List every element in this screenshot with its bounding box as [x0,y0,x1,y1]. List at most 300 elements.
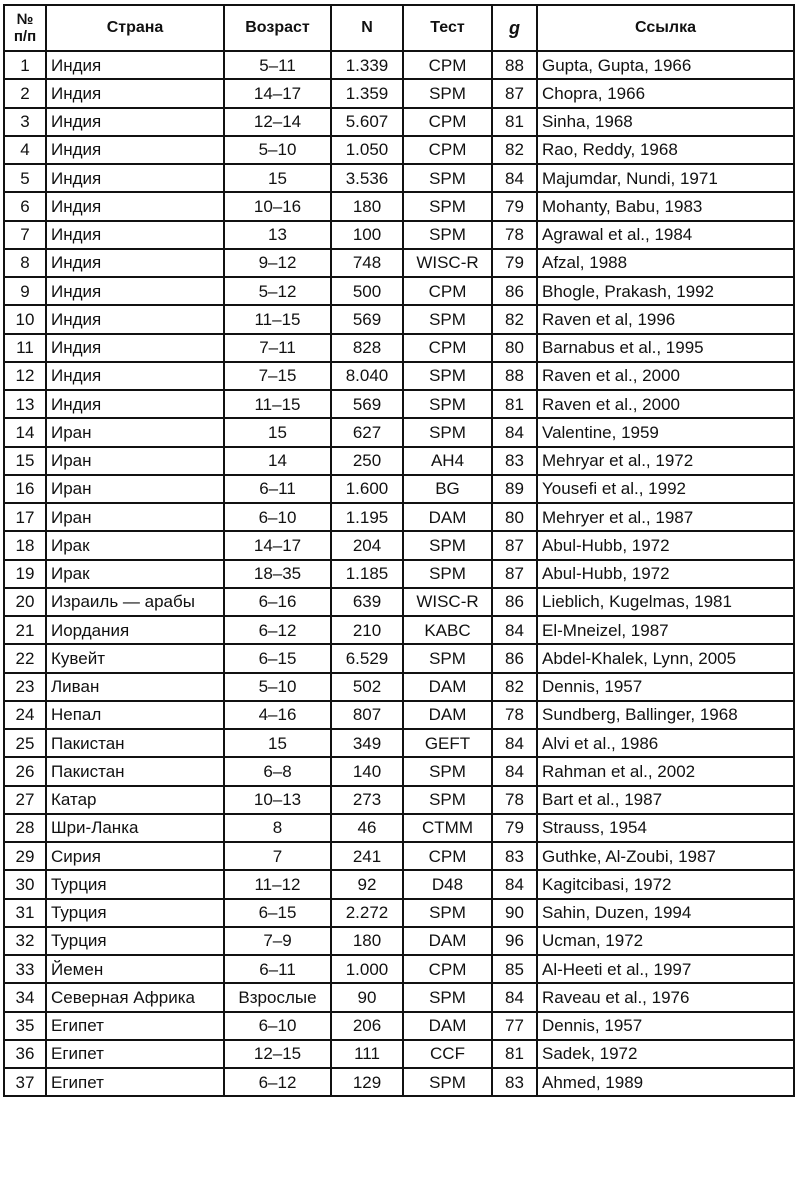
cell-g: 81 [492,1040,537,1068]
cell-age: 11–15 [224,305,331,333]
cell-country: Индия [46,362,224,390]
cell-n: 204 [331,531,403,559]
cell-country: Индия [46,192,224,220]
cell-age: 5–10 [224,673,331,701]
cell-n: 3.536 [331,164,403,192]
cell-country: Северная Африка [46,983,224,1011]
table-row [4,249,794,277]
cell-test: CPM [403,277,492,305]
cell-g: 80 [492,503,537,531]
cell-test: DAM [403,1012,492,1040]
table-row [4,644,794,672]
cell-num: 37 [4,1068,46,1096]
cell-country: Индия [46,108,224,136]
cell-reference: Agrawal et al., 1984 [537,221,794,249]
cell-test: SPM [403,221,492,249]
table-body [4,51,794,1096]
cell-g: 84 [492,983,537,1011]
cell-g: 80 [492,334,537,362]
cell-age: 5–10 [224,136,331,164]
cell-reference: Raveau et al., 1976 [537,983,794,1011]
cell-age: 13 [224,221,331,249]
cell-num: 28 [4,814,46,842]
cell-country: Турция [46,927,224,955]
cell-n: 627 [331,418,403,446]
cell-num: 8 [4,249,46,277]
cell-num: 32 [4,927,46,955]
cell-n: 748 [331,249,403,277]
cell-test: CPM [403,108,492,136]
cell-age: 7–15 [224,362,331,390]
cell-test: SPM [403,164,492,192]
cell-country: Катар [46,786,224,814]
cell-age: 6–11 [224,955,331,983]
cell-num: 26 [4,757,46,785]
cell-g: 86 [492,588,537,616]
cell-n: 1.050 [331,136,403,164]
cell-g: 86 [492,644,537,672]
cell-g: 79 [492,814,537,842]
table-row [4,701,794,729]
cell-test: SPM [403,531,492,559]
cell-country: Индия [46,249,224,277]
cell-reference: Bart et al., 1987 [537,786,794,814]
table-row [4,1040,794,1068]
cell-reference: El-Mneizel, 1987 [537,616,794,644]
table-header [4,5,794,51]
cell-n: 5.607 [331,108,403,136]
cell-n: 1.185 [331,560,403,588]
cell-test: CPM [403,955,492,983]
cell-reference: Raven et al., 2000 [537,362,794,390]
cell-reference: Mehryar et al., 1972 [537,447,794,475]
cell-n: 8.040 [331,362,403,390]
cell-country: Иран [46,447,224,475]
cell-country: Ливан [46,673,224,701]
cell-reference: Afzal, 1988 [537,249,794,277]
cell-g: 85 [492,955,537,983]
cell-test: SPM [403,644,492,672]
cell-num: 6 [4,192,46,220]
cell-reference: Abul-Hubb, 1972 [537,560,794,588]
cell-num: 1 [4,51,46,79]
cell-reference: Valentine, 1959 [537,418,794,446]
cell-country: Непал [46,701,224,729]
cell-age: 15 [224,729,331,757]
cell-reference: Dennis, 1957 [537,673,794,701]
cell-country: Египет [46,1068,224,1096]
cell-test: BG [403,475,492,503]
table-row [4,390,794,418]
cell-country: Йемен [46,955,224,983]
cell-country: Индия [46,79,224,107]
cell-country: Индия [46,221,224,249]
cell-reference: Rahman et al., 2002 [537,757,794,785]
cell-n: 210 [331,616,403,644]
cell-reference: Sahin, Duzen, 1994 [537,899,794,927]
cell-country: Ирак [46,560,224,588]
cell-num: 17 [4,503,46,531]
table-row [4,79,794,107]
cell-num: 25 [4,729,46,757]
cell-age: Взрослые [224,983,331,1011]
cell-num: 16 [4,475,46,503]
cell-age: 11–15 [224,390,331,418]
cell-reference: Mohanty, Babu, 1983 [537,192,794,220]
cell-g: 79 [492,249,537,277]
cell-num: 27 [4,786,46,814]
cell-g: 84 [492,616,537,644]
cell-country: Сирия [46,842,224,870]
cell-test: KABC [403,616,492,644]
cell-num: 7 [4,221,46,249]
table-row [4,842,794,870]
table-row [4,983,794,1011]
cell-reference: Sinha, 1968 [537,108,794,136]
cell-country: Египет [46,1040,224,1068]
cell-test: CPM [403,334,492,362]
cell-reference: Barnabus et al., 1995 [537,334,794,362]
cell-age: 12–15 [224,1040,331,1068]
cell-test: SPM [403,390,492,418]
table-row [4,870,794,898]
cell-g: 88 [492,51,537,79]
cell-g: 81 [492,108,537,136]
table-row [4,192,794,220]
cell-n: 129 [331,1068,403,1096]
cell-g: 78 [492,221,537,249]
cell-test: SPM [403,757,492,785]
cell-reference: Ahmed, 1989 [537,1068,794,1096]
cell-country: Турция [46,899,224,927]
cell-age: 11–12 [224,870,331,898]
table-row [4,503,794,531]
cell-age: 6–10 [224,503,331,531]
cell-n: 206 [331,1012,403,1040]
table-row [4,277,794,305]
cell-num: 15 [4,447,46,475]
cell-g: 83 [492,842,537,870]
cell-n: 273 [331,786,403,814]
cell-test: SPM [403,1068,492,1096]
cell-test: SPM [403,983,492,1011]
cell-reference: Ucman, 1972 [537,927,794,955]
cell-age: 7–9 [224,927,331,955]
cell-n: 1.359 [331,79,403,107]
cell-g: 83 [492,447,537,475]
cell-reference: Chopra, 1966 [537,79,794,107]
header-g: g [492,5,537,51]
cell-n: 1.600 [331,475,403,503]
cell-num: 29 [4,842,46,870]
cell-num: 24 [4,701,46,729]
table-row [4,221,794,249]
cell-test: D48 [403,870,492,898]
table-row [4,673,794,701]
table-row [4,334,794,362]
table-row [4,362,794,390]
cell-g: 82 [492,305,537,333]
cell-age: 14 [224,447,331,475]
cell-country: Шри-Ланка [46,814,224,842]
table-row [4,1068,794,1096]
cell-test: DAM [403,927,492,955]
cell-n: 639 [331,588,403,616]
cell-n: 250 [331,447,403,475]
cell-reference: Majumdar, Nundi, 1971 [537,164,794,192]
header-test: Тест [403,5,492,51]
cell-n: 241 [331,842,403,870]
cell-n: 6.529 [331,644,403,672]
cell-num: 9 [4,277,46,305]
table-row [4,729,794,757]
cell-test: CCF [403,1040,492,1068]
cell-num: 2 [4,79,46,107]
cell-country: Индия [46,164,224,192]
cell-age: 10–13 [224,786,331,814]
cell-country: Пакистан [46,757,224,785]
cell-test: SPM [403,560,492,588]
cell-age: 7–11 [224,334,331,362]
cell-country: Индия [46,51,224,79]
table-row [4,757,794,785]
header-row [4,5,794,51]
cell-g: 77 [492,1012,537,1040]
cell-n: 111 [331,1040,403,1068]
header-age: Возраст [224,5,331,51]
cell-reference: Gupta, Gupta, 1966 [537,51,794,79]
cell-age: 5–12 [224,277,331,305]
cell-num: 31 [4,899,46,927]
cell-g: 83 [492,1068,537,1096]
cell-n: 180 [331,192,403,220]
cell-num: 23 [4,673,46,701]
cell-reference: Al-Heeti et al., 1997 [537,955,794,983]
cell-n: 92 [331,870,403,898]
cell-reference: Abul-Hubb, 1972 [537,531,794,559]
table-row [4,899,794,927]
cell-reference: Raven et al., 2000 [537,390,794,418]
cell-age: 7 [224,842,331,870]
cell-n: 1.195 [331,503,403,531]
cell-age: 18–35 [224,560,331,588]
cell-num: 22 [4,644,46,672]
cell-num: 21 [4,616,46,644]
cell-n: 569 [331,390,403,418]
cell-n: 1.000 [331,955,403,983]
cell-num: 4 [4,136,46,164]
table-row [4,1012,794,1040]
cell-num: 14 [4,418,46,446]
cell-reference: Sundberg, Ballinger, 1968 [537,701,794,729]
cell-reference: Rao, Reddy, 1968 [537,136,794,164]
cell-country: Кувейт [46,644,224,672]
cell-test: SPM [403,305,492,333]
cell-g: 78 [492,701,537,729]
cell-test: DAM [403,701,492,729]
cell-country: Иордания [46,616,224,644]
cell-country: Турция [46,870,224,898]
table-row [4,475,794,503]
cell-g: 82 [492,136,537,164]
cell-n: 140 [331,757,403,785]
cell-g: 90 [492,899,537,927]
cell-age: 6–15 [224,899,331,927]
cell-g: 87 [492,560,537,588]
cell-num: 36 [4,1040,46,1068]
table-row [4,108,794,136]
header-num-label: № п/п [13,10,37,45]
cell-age: 6–12 [224,1068,331,1096]
cell-age: 6–15 [224,644,331,672]
table-row [4,814,794,842]
cell-g: 89 [492,475,537,503]
cell-reference: Abdel-Khalek, Lynn, 2005 [537,644,794,672]
cell-num: 13 [4,390,46,418]
cell-country: Ирак [46,531,224,559]
cell-test: SPM [403,192,492,220]
cell-age: 4–16 [224,701,331,729]
table-row [4,560,794,588]
cell-test: SPM [403,79,492,107]
cell-reference: Guthke, Al-Zoubi, 1987 [537,842,794,870]
table-row [4,51,794,79]
data-table [3,4,795,1097]
cell-num: 19 [4,560,46,588]
cell-country: Пакистан [46,729,224,757]
cell-test: AH4 [403,447,492,475]
header-n: N [331,5,403,51]
cell-num: 10 [4,305,46,333]
cell-g: 96 [492,927,537,955]
header-country: Страна [46,5,224,51]
table-row [4,136,794,164]
cell-g: 87 [492,79,537,107]
cell-age: 5–11 [224,51,331,79]
table-row [4,418,794,446]
cell-country: Индия [46,390,224,418]
table-row [4,616,794,644]
cell-age: 6–16 [224,588,331,616]
header-num [4,5,46,51]
cell-num: 33 [4,955,46,983]
cell-age: 6–11 [224,475,331,503]
table-row [4,786,794,814]
cell-num: 30 [4,870,46,898]
header-reference: Ссылка [537,5,794,51]
cell-age: 15 [224,164,331,192]
cell-n: 500 [331,277,403,305]
cell-country: Иран [46,503,224,531]
cell-num: 11 [4,334,46,362]
cell-n: 46 [331,814,403,842]
cell-n: 807 [331,701,403,729]
cell-reference: Alvi et al., 1986 [537,729,794,757]
cell-g: 84 [492,418,537,446]
cell-n: 90 [331,983,403,1011]
cell-country: Иран [46,418,224,446]
cell-num: 5 [4,164,46,192]
cell-age: 15 [224,418,331,446]
cell-g: 84 [492,870,537,898]
cell-n: 1.339 [331,51,403,79]
table-row [4,447,794,475]
cell-g: 79 [492,192,537,220]
cell-reference: Lieblich, Kugelmas, 1981 [537,588,794,616]
table-row [4,531,794,559]
cell-reference: Yousefi et al., 1992 [537,475,794,503]
cell-g: 84 [492,729,537,757]
cell-reference: Bhogle, Prakash, 1992 [537,277,794,305]
cell-num: 34 [4,983,46,1011]
cell-test: DAM [403,673,492,701]
cell-g: 87 [492,531,537,559]
cell-num: 3 [4,108,46,136]
cell-reference: Sadek, 1972 [537,1040,794,1068]
cell-test: SPM [403,362,492,390]
cell-test: WISC-R [403,588,492,616]
cell-reference: Raven et al, 1996 [537,305,794,333]
table-row [4,164,794,192]
cell-age: 8 [224,814,331,842]
cell-test: CTMM [403,814,492,842]
cell-age: 6–12 [224,616,331,644]
cell-test: SPM [403,786,492,814]
cell-n: 180 [331,927,403,955]
cell-g: 84 [492,757,537,785]
cell-test: DAM [403,503,492,531]
cell-age: 12–14 [224,108,331,136]
cell-country: Индия [46,305,224,333]
cell-g: 88 [492,362,537,390]
cell-age: 14–17 [224,79,331,107]
cell-n: 569 [331,305,403,333]
cell-country: Индия [46,277,224,305]
cell-n: 100 [331,221,403,249]
cell-test: SPM [403,899,492,927]
cell-g: 84 [492,164,537,192]
cell-num: 35 [4,1012,46,1040]
cell-num: 18 [4,531,46,559]
cell-g: 81 [492,390,537,418]
cell-age: 10–16 [224,192,331,220]
table-row [4,305,794,333]
table-row [4,955,794,983]
cell-country: Индия [46,334,224,362]
cell-age: 6–8 [224,757,331,785]
cell-num: 20 [4,588,46,616]
cell-test: CPM [403,842,492,870]
table-row [4,588,794,616]
cell-n: 349 [331,729,403,757]
table-row [4,927,794,955]
cell-age: 6–10 [224,1012,331,1040]
cell-reference: Dennis, 1957 [537,1012,794,1040]
cell-n: 502 [331,673,403,701]
cell-g: 78 [492,786,537,814]
cell-num: 12 [4,362,46,390]
cell-test: WISC-R [403,249,492,277]
cell-g: 82 [492,673,537,701]
cell-test: SPM [403,418,492,446]
cell-n: 828 [331,334,403,362]
cell-country: Египет [46,1012,224,1040]
cell-country: Индия [46,136,224,164]
cell-country: Израиль — арабы [46,588,224,616]
cell-country: Иран [46,475,224,503]
cell-reference: Kagitcibasi, 1972 [537,870,794,898]
cell-test: CPM [403,51,492,79]
